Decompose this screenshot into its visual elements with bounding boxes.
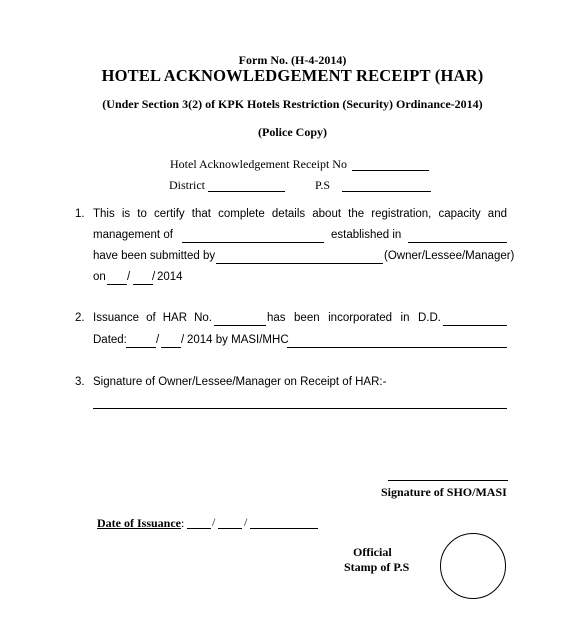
receipt-number-field[interactable] bbox=[352, 170, 429, 171]
item-2-dated-label: Dated: bbox=[93, 334, 127, 346]
date-of-issuance-label: Date of Issuance bbox=[97, 516, 181, 530]
ps-field[interactable] bbox=[342, 191, 431, 192]
date-of-issuance-colon: : bbox=[181, 516, 185, 530]
sho-signature-field[interactable] bbox=[388, 480, 508, 481]
issuance-day-field[interactable] bbox=[187, 528, 211, 529]
ps-label: P.S bbox=[315, 178, 331, 192]
district-field[interactable] bbox=[208, 191, 285, 192]
district-label: District bbox=[169, 178, 205, 192]
official-stamp-circle bbox=[440, 533, 506, 599]
item-3-text: Signature of Owner/Lessee/Manager on Receipt of HAR:- bbox=[93, 376, 387, 388]
form-title: HOTEL ACKNOWLEDGEMENT RECEIPT (HAR) bbox=[101, 66, 484, 85]
item-1-on-label: on bbox=[93, 271, 106, 283]
copy-label: (Police Copy) bbox=[258, 125, 327, 139]
management-field[interactable] bbox=[182, 242, 324, 243]
issuance-date-separator-2: / bbox=[244, 515, 248, 529]
item-1-date-separator-2: / bbox=[152, 271, 156, 283]
issuance-year-field[interactable] bbox=[250, 528, 318, 529]
item-1-established-label: established in bbox=[331, 229, 402, 241]
form-number: Form No. (H-4-2014) bbox=[238, 53, 347, 67]
masi-mhc-field[interactable] bbox=[287, 347, 507, 348]
item-1-submitted-label: have been submitted by bbox=[93, 250, 216, 262]
item-2-day-field[interactable] bbox=[126, 347, 156, 348]
item-2-number: 2. bbox=[75, 312, 85, 324]
item-2-incorporated-label: has been incorporated in D.D. bbox=[267, 312, 441, 324]
item-1-number: 1. bbox=[75, 208, 85, 220]
item-1-day-field[interactable] bbox=[107, 284, 127, 285]
item-3-number: 3. bbox=[75, 376, 85, 388]
item-2-har-label: Issuance of HAR No. bbox=[93, 312, 212, 324]
har-number-field[interactable] bbox=[214, 325, 266, 326]
item-1-management-label: management of bbox=[93, 229, 173, 241]
item-2-month-field[interactable] bbox=[161, 347, 181, 348]
established-field[interactable] bbox=[408, 242, 507, 243]
dd-field[interactable] bbox=[443, 325, 507, 326]
item-2-date-separator-2: / bbox=[181, 334, 185, 346]
item-1-year: 2014 bbox=[157, 271, 183, 283]
item-1-role-label: (Owner/Lessee/Manager) bbox=[384, 250, 515, 262]
stamp-label-line-2: Stamp of P.S bbox=[344, 560, 410, 574]
owner-signature-field[interactable] bbox=[93, 408, 507, 409]
receipt-number-label: Hotel Acknowledgement Receipt No bbox=[170, 157, 347, 171]
sho-signature-label: Signature of SHO/MASI bbox=[381, 485, 507, 499]
issuance-date-separator-1: / bbox=[212, 515, 216, 529]
stamp-label-line-1: Official bbox=[353, 545, 392, 559]
issuance-month-field[interactable] bbox=[218, 528, 242, 529]
submitted-by-field[interactable] bbox=[216, 263, 383, 264]
item-1-date-separator-1: / bbox=[127, 271, 131, 283]
item-1-month-field[interactable] bbox=[133, 284, 153, 285]
item-2-date-separator-1: / bbox=[156, 334, 160, 346]
form-subtitle: (Under Section 3(2) of KPK Hotels Restriction (Security) Ordinance-2014) bbox=[102, 97, 483, 111]
item-1-line-1: This is to certify that complete details about the registration, capacity and bbox=[93, 208, 507, 220]
item-2-year-label: 2014 by MASI/MHC bbox=[187, 334, 289, 346]
